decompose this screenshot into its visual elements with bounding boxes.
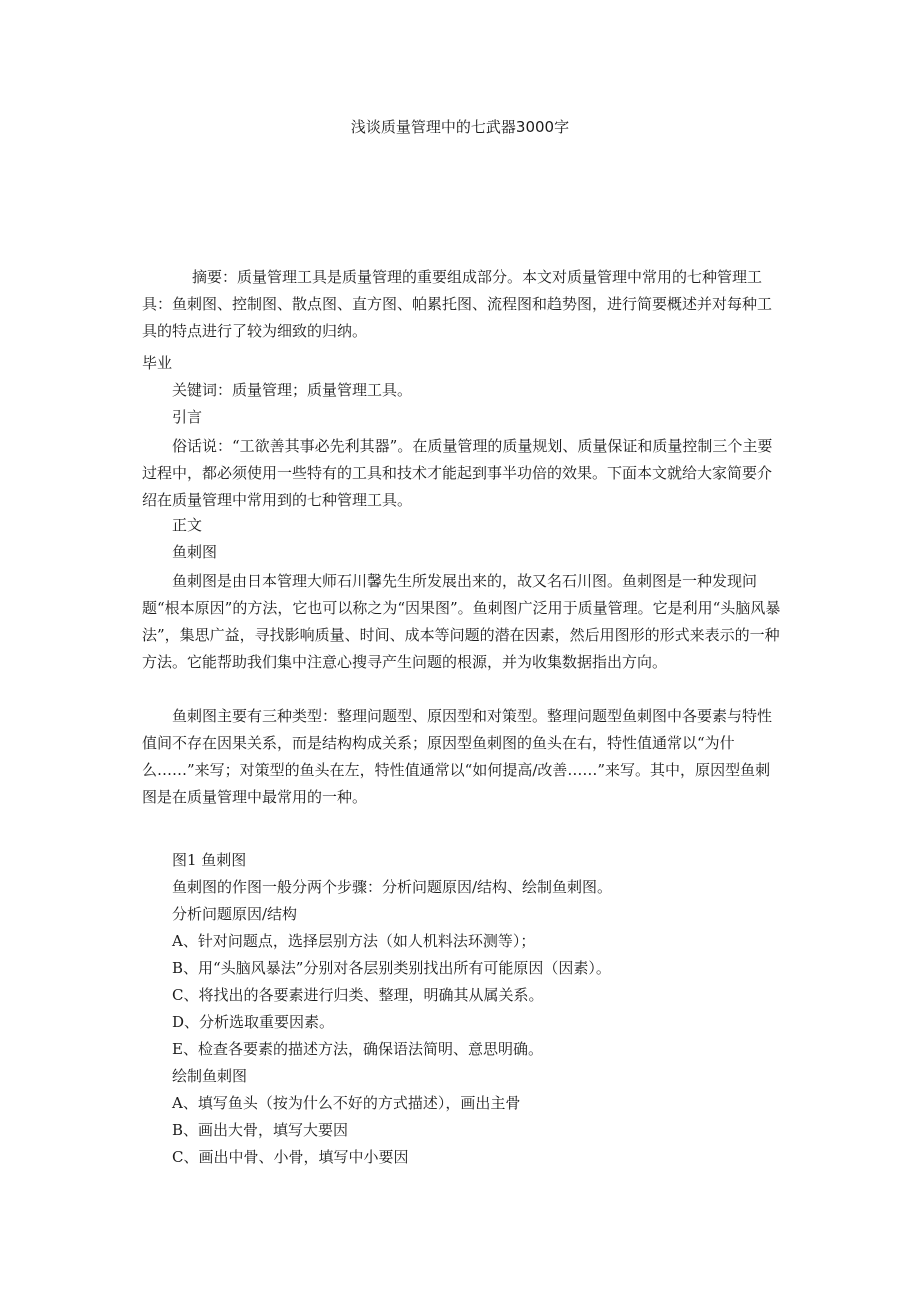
keywords-line: 关键词：质量管理；质量管理工具。 — [172, 381, 413, 399]
list-item: E、检查各要素的描述方法，确保语法简明、意思明确。 — [172, 1040, 543, 1058]
graduation-label: 毕业 — [142, 354, 173, 372]
fishbone-paragraph-2: 鱼刺图主要有三种类型：整理问题型、原因型和对策型。整理问题型鱼刺图中各要素与特性值间不存在因果关系，而是结构构成关系；原因型鱼刺图的鱼头在右，特性值通常以“为什么……”来写；对策型的鱼头在左，特性值通常以“如何提高/改善……”来写。其中，原因型鱼刺图是在质量管理中最常用的一种。 — [142, 707, 773, 806]
main-heading: 正文 — [172, 516, 203, 534]
intro-paragraph: 俗话说：“工欲善其事必先利其器”。在质量管理的质量规划、质量保证和质量控制三个主要过程中，都必须使用一些特有的工具和技术才能起到事半功倍的效果。下面本文就给大家简要介绍在质量管理中常用到的七种管理工具。 — [142, 437, 773, 509]
list-item: B、画出大骨，填写大要因 — [172, 1121, 349, 1139]
list-item: C、将找出的各要素进行归类、整理，明确其从属关系。 — [172, 986, 544, 1004]
document-title: 浅谈质量管理中的七武器3000字 — [350, 118, 570, 136]
intro-heading: 引言 — [172, 408, 203, 426]
list-item: C、画出中骨、小骨，填写中小要因 — [172, 1148, 409, 1166]
list-item: A、填写鱼头（按为什么不好的方式描述），画出主骨 — [172, 1094, 521, 1112]
list-item: B、用“头脑风暴法”分别对各层别类别找出所有可能原因（因素）。 — [172, 959, 611, 977]
fishbone-heading: 鱼刺图 — [172, 543, 218, 561]
list-item: A、针对问题点，选择层别方法（如人机料法环测等）； — [172, 932, 536, 950]
steps-intro: 鱼刺图的作图一般分两个步骤：分析问题原因/结构、绘制鱼刺图。 — [172, 878, 613, 896]
analysis-heading: 分析问题原因/结构 — [172, 905, 298, 923]
fishbone-paragraph-1: 鱼刺图是由日本管理大师石川馨先生所发展出来的，故又名石川图。鱼刺图是一种发现问题“根本原因”的方法，它也可以称之为“因果图”。鱼刺图广泛用于质量管理。它是利用“头脑风暴法”，集思广益，寻找影响质量、时间、成本等问题的潜在因素，然后用图形的形式来表示的一种方法。它能帮助我们集中注意心搜寻产生问题的根源，并为收集数据指出方向。 — [142, 572, 781, 671]
figure-caption: 图1 鱼刺图 — [172, 851, 247, 869]
list-item: D、分析选取重要因素。 — [172, 1013, 335, 1031]
abstract-paragraph: 摘要：质量管理工具是质量管理的重要组成部分。本文对质量管理中常用的七种管理工具：鱼刺图、控制图、散点图、直方图、帕累托图、流程图和趋势图，进行简要概述并对每种工具的特点进行了较为细致的归纳。 — [142, 268, 773, 340]
draw-heading: 绘制鱼刺图 — [172, 1067, 248, 1085]
